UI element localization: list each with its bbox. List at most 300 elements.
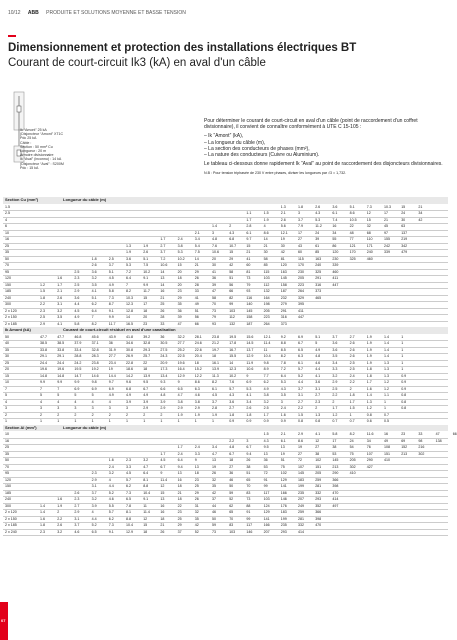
table-cell: 33 <box>194 289 199 293</box>
table-cell: 4.9 <box>126 393 131 397</box>
row-label: 185 <box>5 490 11 495</box>
table-cell: 3.7 <box>91 490 97 495</box>
table-cell: 339 <box>384 250 390 254</box>
diagram-label: Ik “Amont” 25 kA <box>20 128 47 132</box>
table-cell: 56 <box>229 282 234 287</box>
table-cell: 21 <box>194 263 199 267</box>
table-cell: 2.9 <box>74 510 80 514</box>
table-cell: 29 <box>229 256 234 261</box>
table-cell: 88 <box>246 503 251 508</box>
table-cell: 23 <box>177 289 182 293</box>
table-cell: 26 <box>160 308 165 313</box>
table-cell: 2.2 <box>229 438 235 443</box>
table-cell: 6.6 <box>160 386 166 391</box>
table-cell: 4.3 <box>263 438 269 443</box>
table-cell: 27 <box>315 445 320 449</box>
row-divider <box>3 464 448 465</box>
table-cell: 3.6 <box>126 256 131 261</box>
table-cell: 23 <box>194 477 199 482</box>
table-cell: 8.1 <box>126 510 131 514</box>
table-cell: 1.6 <box>57 276 63 280</box>
table-cell: 1 <box>401 360 404 365</box>
row-label: 5 <box>5 393 7 397</box>
table-cell: 410 <box>384 458 390 462</box>
table-cell: 1.4 <box>366 393 372 397</box>
table-cell: 2 <box>57 412 60 417</box>
table-cell: 1 <box>143 419 146 423</box>
table-cell: 141 <box>263 516 270 521</box>
row-label: 240 <box>5 497 11 501</box>
row-divider <box>3 418 448 419</box>
table-cell: 10.6 <box>212 250 219 254</box>
accent-bar <box>8 35 16 37</box>
table-cell: 10.6 <box>246 367 254 371</box>
table-cell: 373 <box>315 289 322 293</box>
table-cell: 9.7 <box>246 237 252 241</box>
table-cell: 13.9 <box>212 367 219 371</box>
table-cell: 398 <box>315 516 322 521</box>
table-cell: 73 <box>246 497 251 501</box>
table-cell: 8.8 <box>126 516 131 521</box>
table-cell: 4 <box>74 399 77 404</box>
row-divider <box>3 223 448 224</box>
table-cell: 166 <box>280 490 287 495</box>
row-divider <box>3 301 448 302</box>
table-cell: 18 <box>229 458 234 462</box>
table-cell: 5.1 <box>91 295 97 300</box>
table-cell: 3.2 <box>57 529 63 534</box>
table-cell: 115 <box>263 269 270 274</box>
table-cell: 5.2 <box>298 373 303 378</box>
table-cell: 21 <box>160 295 165 300</box>
table-cell: 82 <box>229 295 234 300</box>
table-cell: 18 <box>177 497 182 501</box>
table-cell: 5.1 <box>315 334 321 339</box>
table-cell: 41 <box>246 256 251 261</box>
table-cell: 5 <box>315 341 318 345</box>
table-cell: 1.9 <box>366 334 372 339</box>
table-cell: 13 <box>280 445 285 449</box>
table-cell: 24 <box>349 438 354 443</box>
table-cell: 16 <box>160 289 165 293</box>
row-label: 1 <box>5 419 7 423</box>
table-cell: 1.5 <box>40 289 45 293</box>
table-cell: 155 <box>384 237 390 241</box>
diagram-label: (Disjoncteur “Amont” XT1C <box>20 132 64 137</box>
table-cell: 2.5 <box>263 406 269 410</box>
table-cell: 9.1 <box>143 497 149 501</box>
table-cell: 18 <box>212 354 216 358</box>
table-cell: 19.6 <box>40 367 47 371</box>
table-cell: 3.8 <box>194 399 200 404</box>
table-cell: 9.8 <box>91 380 97 384</box>
table-cell: 4.6 <box>315 360 321 365</box>
table-cell: 2.2 <box>57 516 63 521</box>
table-cell: 213 <box>332 464 339 469</box>
table-cell: 27.5 <box>160 347 168 352</box>
table-cell: 1 <box>401 347 404 352</box>
table-cell: 176 <box>280 503 287 508</box>
table-cell: 11.9 <box>246 360 254 365</box>
table-cell: 60 <box>246 263 251 267</box>
row-divider <box>3 282 448 283</box>
table-cell: 3 <box>212 230 214 235</box>
table-cell: 3.6 <box>229 399 235 404</box>
table-cell: 0.8 <box>401 399 407 404</box>
table-cell: 2 <box>160 412 163 417</box>
table-cell: 22.8 <box>126 360 133 365</box>
table-cell: 9.2 <box>280 334 286 339</box>
diagram-label: Câble : <box>20 140 32 145</box>
row-label: 150 <box>5 282 11 287</box>
table-cell: 12.9 <box>177 373 185 378</box>
table-cell: 65 <box>246 477 251 482</box>
table-cell: 22 <box>349 224 354 228</box>
table-cell: 2.8 <box>212 406 217 410</box>
table-cell: 36 <box>108 341 113 345</box>
table-cell: 9.1 <box>143 276 149 280</box>
table-cell: 99 <box>229 302 234 306</box>
table-cell: 47.7 <box>40 334 47 339</box>
table-cell: 11.4 <box>143 510 150 514</box>
table-cell: 103 <box>229 529 236 534</box>
table-cell: 9.6 <box>126 380 131 384</box>
table-cell: 70 <box>212 302 216 306</box>
intro-bullet: – La nature des conducteurs (Cuivre ou Aluminium). <box>204 152 320 159</box>
table-cell: 66 <box>229 289 234 293</box>
table-cell: 20.4 <box>194 354 202 358</box>
row-divider <box>3 477 448 478</box>
table-cell: 366 <box>315 510 322 514</box>
table-cell: 138 <box>435 438 442 443</box>
table-cell: 1 <box>212 419 214 423</box>
table-cell: 3.9 <box>160 399 166 404</box>
table-cell: 0.8 <box>366 412 372 417</box>
table-cell: 30 <box>212 263 216 267</box>
table-cell: 145 <box>280 276 287 280</box>
table-cell: 2 <box>126 412 128 417</box>
table-cell: 19.5 <box>229 334 237 339</box>
table-cell: 2.2 <box>332 393 338 397</box>
table-cell: 4 <box>91 399 94 404</box>
table-cell: 39 <box>315 237 320 241</box>
table-cell: 1.7 <box>246 217 252 222</box>
table-cell: 1.6 <box>57 497 63 501</box>
table-cell: 4.1 <box>246 393 252 397</box>
table-cell: 3.6 <box>332 341 338 345</box>
table-cell: 2 <box>349 386 352 391</box>
table-cell: 2.6 <box>280 217 286 222</box>
table-cell: 14 <box>263 237 268 241</box>
row-divider <box>3 509 448 510</box>
table-cell: 46.8 <box>74 334 82 339</box>
row-divider <box>3 243 448 244</box>
table-cell: 42 <box>418 217 423 222</box>
table-cell: 352 <box>315 503 322 508</box>
table-cell: 5.2 <box>108 490 114 495</box>
table-cell: 42 <box>212 490 216 495</box>
table-cell: 2.1 <box>280 432 286 436</box>
table-cell: 7.3 <box>366 204 372 209</box>
table-cell: 37.9 <box>74 341 82 345</box>
table-cell: 83 <box>246 490 251 495</box>
table-cell: 66 <box>452 432 457 436</box>
table-cell: 1.6 <box>366 386 372 391</box>
table-cell: 410 <box>349 471 356 475</box>
table-cell: 29.3 <box>143 347 151 352</box>
row-divider <box>3 321 448 322</box>
table-cell: 199 <box>298 484 304 488</box>
table-cell: 34 <box>418 211 423 215</box>
table-cell: 52 <box>194 529 199 534</box>
table-cell: 51 <box>246 471 251 475</box>
table-cell: 18 <box>177 484 182 488</box>
table-cell: 73 <box>246 276 251 280</box>
table-cell: 23 <box>401 432 406 436</box>
table-cell: 18.6 <box>126 367 133 371</box>
row-divider <box>3 347 448 348</box>
table-cell: 25 <box>160 302 165 306</box>
table-cell: 1.9 <box>366 360 372 365</box>
table-cell: 10.3 <box>126 295 133 300</box>
table-cell: 6.3 <box>194 386 200 391</box>
table-cell: 1.3 <box>384 367 389 371</box>
table-cell: 3 <box>280 399 283 404</box>
table-cell: 2.5 <box>74 269 80 274</box>
table-cell: 14 <box>160 282 165 287</box>
table-cell: 8.9 <box>263 367 269 371</box>
table-cell: 51 <box>229 276 234 280</box>
table-cell: 2 <box>74 412 77 417</box>
table-cell: 72 <box>263 471 268 475</box>
table-cell: 8.5 <box>280 347 286 352</box>
table-cell: 10.3 <box>384 204 391 209</box>
row-label: 2 x 185 <box>5 523 17 527</box>
row-divider <box>3 392 448 393</box>
table-cell: 5.8 <box>108 289 114 293</box>
table-cell: 2.5 <box>108 256 114 261</box>
table-cell: 12.3 <box>229 367 237 371</box>
table-cell: 9 <box>177 380 180 384</box>
row-divider <box>3 366 448 367</box>
table-cell: 9 <box>194 458 197 462</box>
table-cell: 12.1 <box>280 230 288 235</box>
table-cell: 5.8 <box>332 432 338 436</box>
table-cell: 17 <box>384 211 388 215</box>
table-cell: 2 <box>57 510 60 514</box>
table-cell: 17 <box>332 438 337 443</box>
table-cell: 1.8 <box>366 373 372 378</box>
table-cell: 16 <box>384 432 388 436</box>
table-cell: 12 <box>366 211 371 215</box>
table-cell: 103 <box>229 308 236 313</box>
table-cell: 151 <box>384 451 390 456</box>
table-cell: 1.7 <box>366 380 372 384</box>
table-cell: 14.5 <box>246 341 254 345</box>
table-cell: 20 <box>143 315 148 319</box>
row-label: 16 <box>5 438 9 443</box>
table-cell: 19.6 <box>57 367 65 371</box>
table-cell: 15 <box>229 250 234 254</box>
table-cell: 27.7 <box>177 341 185 345</box>
table-cell: 15 <box>160 490 165 495</box>
table-cell: 6.5 <box>91 529 97 534</box>
table-cell: 102 <box>280 471 287 475</box>
row-label: 6 <box>5 224 7 228</box>
row-divider <box>3 262 448 263</box>
table-cell: 14.7 <box>74 373 82 378</box>
table-cell: 16.1 <box>212 360 219 365</box>
table-cell: 4.1 <box>91 289 97 293</box>
table-cell: 8.6 <box>298 438 303 443</box>
table-cell: 29 <box>194 269 199 274</box>
table-cell: 38 <box>315 451 320 456</box>
table-cell: 2.9 <box>143 406 149 410</box>
table-cell: 59 <box>229 490 234 495</box>
running-title: PRODUITE ET SOLUTIONS MOYENNE ET BASSE TENSION <box>46 10 186 16</box>
table-cell: 235 <box>298 490 304 495</box>
row-label: 2 x 150 <box>5 315 17 319</box>
table-cell: 12.1 <box>263 334 271 339</box>
row-divider <box>3 295 448 296</box>
chapter-tab-label: 07 <box>1 618 6 623</box>
table-cell: 2 <box>40 412 42 417</box>
row-divider <box>3 288 448 289</box>
table-cell: 9.9 <box>143 282 149 287</box>
table-cell: 207 <box>263 529 270 534</box>
table-cell: 1 <box>40 419 42 423</box>
table-cell: 19 <box>280 237 285 241</box>
table-cell: 30.8 <box>126 347 133 352</box>
section-header: Section Cu (mm²) <box>5 197 39 202</box>
table-cell: 3.5 <box>332 354 338 358</box>
table-cell: 25 <box>177 516 182 521</box>
table-cell: 39 <box>177 315 182 319</box>
row-divider <box>3 236 448 237</box>
table-cell: 30 <box>401 217 406 222</box>
table-cell: 1.4 <box>40 510 45 514</box>
row-label: 4 <box>5 399 7 404</box>
table-cell: 79 <box>246 282 251 287</box>
table-cell: 1.9 <box>177 412 183 417</box>
table-cell: 3.5 <box>280 393 286 397</box>
table-cell: 7.8 <box>280 360 286 365</box>
table-cell: 53 <box>263 464 268 469</box>
table-cell: 279 <box>280 302 287 306</box>
table-cell: 1.4 <box>384 354 389 358</box>
table-cell: 15 <box>143 523 148 527</box>
table-cell: 2.6 <box>246 406 252 410</box>
table-cell: 249 <box>298 503 304 508</box>
row-label: 25 <box>5 445 9 449</box>
table-cell: 6.2 <box>126 484 131 488</box>
page-subtitle: Courant de court-circuit Ik3 (kA) en aval d'un câble <box>8 57 266 69</box>
amont-header <box>3 327 448 334</box>
table-cell: 2.8 <box>246 224 252 228</box>
row-divider <box>3 399 448 400</box>
table-cell: 2.6 <box>315 204 321 209</box>
table-cell: 171 <box>366 243 373 248</box>
table-cell: 2.5 <box>40 315 45 319</box>
table-cell: 3.5 <box>91 282 97 287</box>
table-cell: 4.9 <box>74 315 80 319</box>
table-cell: 29.1 <box>57 354 65 358</box>
table-cell: 4.7 <box>212 451 217 456</box>
table-cell: 1.8 <box>91 256 97 261</box>
table-cell: 6.2 <box>91 302 97 306</box>
table-cell: 14 <box>229 360 234 365</box>
table-cell: 1.5 <box>263 432 269 436</box>
table-cell: 4.4 <box>315 367 321 371</box>
table-cell: 4.5 <box>126 471 131 475</box>
table-cell: 1.4 <box>384 341 389 345</box>
table-cell: 1 <box>401 334 404 339</box>
table-cell: 5.3 <box>280 380 286 384</box>
table-cell: 1.8 <box>349 393 355 397</box>
table-cell: 9.1 <box>108 529 114 534</box>
table-cell: 11.4 <box>263 341 271 345</box>
table-cell: 5.3 <box>126 263 131 267</box>
table-cell: 19.2 <box>91 367 99 371</box>
length-header: Longueur du câble (m) <box>63 197 107 202</box>
row-divider <box>3 503 448 504</box>
table-cell: 1.4 <box>40 503 45 508</box>
table-cell: 132 <box>229 321 236 326</box>
table-cell: 2.9 <box>332 380 338 384</box>
table-cell: 302 <box>349 464 356 469</box>
table-cell: 3.9 <box>126 399 131 404</box>
table-cell: 1 <box>57 419 60 423</box>
table-cell: 4.8 <box>315 354 321 358</box>
table-cell: 7.9 <box>298 224 303 228</box>
table-cell: 103 <box>263 497 270 501</box>
table-cell: 5.4 <box>194 243 200 248</box>
page-number: 10/12 <box>8 10 21 16</box>
table-cell: 205 <box>349 458 356 462</box>
table-cell: 293 <box>315 497 322 501</box>
table-cell: 7.7 <box>263 373 269 378</box>
table-cell: 2.6 <box>74 490 80 495</box>
table-cell: 1.9 <box>126 250 131 254</box>
table-cell: 36 <box>229 471 234 475</box>
table-cell: 56 <box>194 315 199 319</box>
row-label: 2 x 120 <box>5 510 17 514</box>
table-cell: 2 <box>332 399 335 404</box>
table-cell: 16 <box>160 510 165 514</box>
table-cell: 1.9 <box>263 217 269 222</box>
table-cell: 12 <box>315 438 320 443</box>
table-cell: 240 <box>366 250 373 254</box>
row-divider <box>3 470 448 471</box>
table-cell: 3.7 <box>160 250 166 254</box>
table-cell: 414 <box>298 529 304 534</box>
table-cell: 0.8 <box>401 406 407 410</box>
table-cell: 34 <box>332 230 337 235</box>
table-cell: 2.5 <box>349 367 355 371</box>
table-cell: 4.3 <box>315 211 321 215</box>
table-cell: 10.4 <box>143 490 151 495</box>
table-cell: 12.9 <box>126 529 133 534</box>
table-cell: 264 <box>263 321 270 326</box>
table-cell: 6.9 <box>108 386 114 391</box>
table-cell: 8.2 <box>126 289 131 293</box>
table-cell: 145 <box>246 308 253 313</box>
table-cell: 9.9 <box>74 380 80 384</box>
table-cell: 76 <box>366 445 371 449</box>
table-cell: 2.3 <box>74 276 80 280</box>
table-cell: 8.8 <box>280 341 286 345</box>
table-cell: 47 <box>212 289 216 293</box>
